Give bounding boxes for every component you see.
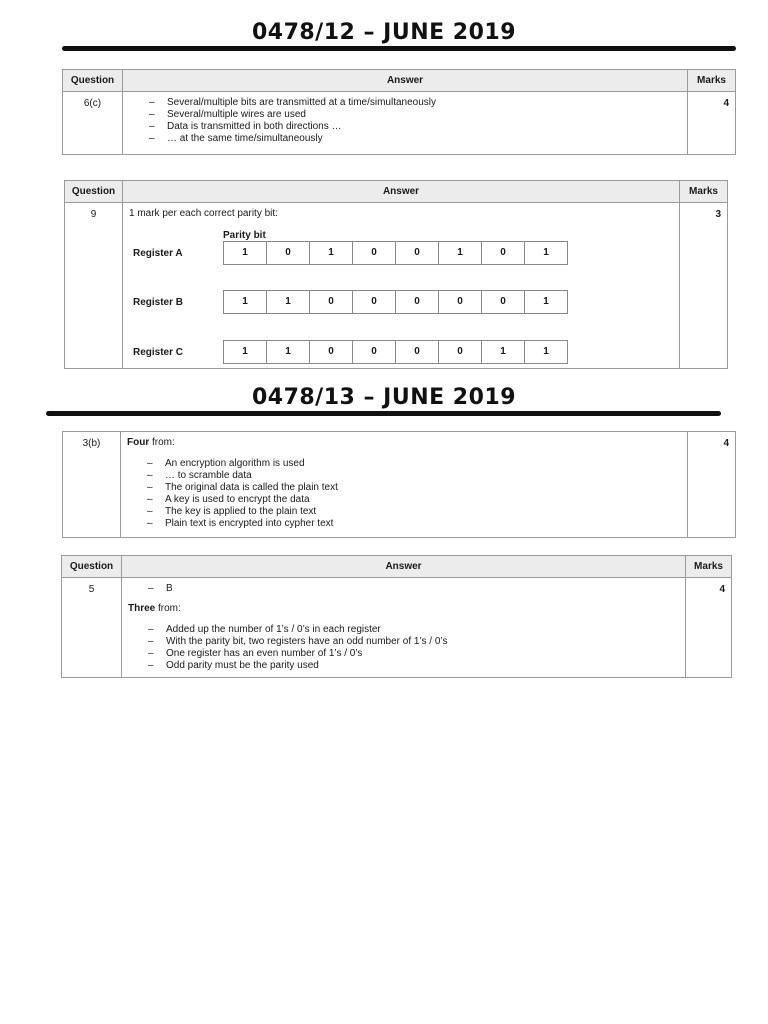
header-marks: Marks (686, 556, 732, 578)
header-answer: Answer (122, 556, 686, 578)
header-question: Question (65, 181, 123, 203)
answer-first (128, 583, 679, 595)
marks-value: 4 (688, 432, 736, 538)
header-marks: Marks (688, 70, 736, 92)
answer-item: – Plain text is encrypted into cypher text (147, 518, 681, 530)
header-answer: Answer (123, 70, 688, 92)
answer-item: – Several/multiple bits are transmitted at a time/simultaneously (149, 97, 681, 109)
bit-cell: 0 (353, 291, 396, 313)
marks-value: 4 (686, 578, 732, 678)
answer-lead (127, 437, 681, 448)
bit-cell: 0 (482, 291, 525, 313)
header-answer: Answer (123, 181, 680, 203)
bit-cell: 1 (224, 242, 267, 264)
register-b-bits (223, 290, 568, 314)
answer-item: – Several/multiple wires are used (149, 109, 681, 121)
bit-cell: 1 (543, 296, 549, 307)
question-number: 3(b) (63, 432, 121, 538)
answer-cell (123, 203, 680, 369)
register-label: Register B (133, 297, 184, 308)
bit-cell: 0 (482, 242, 525, 264)
answer-item: – One register has an even number of 1’s / 0’s (148, 648, 679, 660)
register-a-bits (223, 241, 568, 265)
answer-item: – B (148, 583, 679, 595)
lead-count: Four (127, 437, 150, 448)
answer-item: – … to scramble data (147, 470, 681, 482)
answer-cell (122, 578, 686, 678)
answer-item: – A key is used to encrypt the data (147, 494, 681, 506)
bit-cell: 1 (224, 291, 267, 313)
heading-rule (46, 411, 721, 416)
answer-item: – Data is transmitted in both directions … (149, 121, 681, 133)
question-number: 6(c) (63, 92, 123, 155)
bit-cell: 1 (224, 341, 267, 363)
section-heading: 0478/13 – JUNE 2019 (251, 385, 517, 410)
bit-cell: 0 (310, 341, 353, 363)
answer-item: – Added up the number of 1’s / 0’s in each register (148, 624, 679, 636)
bit-cell: 1 (482, 341, 525, 363)
mark-scheme-table-6c (62, 69, 736, 155)
question-number: 5 (62, 578, 122, 678)
section-heading: 0478/12 – JUNE 2019 (251, 20, 517, 45)
bit-cell: 0 (353, 341, 396, 363)
bit-cell: 0 (396, 242, 439, 264)
marks-value: 4 (688, 92, 736, 155)
register-label: Register C (133, 347, 184, 358)
bit-cell: 0 (353, 242, 396, 264)
bit-cell: 1 (543, 247, 549, 258)
answer-cell (121, 432, 688, 538)
bit-cell: 0 (396, 341, 439, 363)
bit-cell: 1 (543, 346, 549, 357)
answer-list (127, 458, 681, 530)
mark-scheme-table-5 (61, 555, 732, 678)
header-question: Question (63, 70, 123, 92)
header-question: Question (62, 556, 122, 578)
answer-lead (128, 603, 679, 614)
parity-bit-label: Parity bit (223, 230, 266, 241)
answer-item: – With the parity bit, two registers have an odd number of 1’s / 0’s (148, 636, 679, 648)
mark-scheme-table-9 (64, 180, 728, 369)
bit-cell: 0 (439, 341, 482, 363)
lead-rest: from: (155, 603, 181, 614)
bit-cell: 0 (267, 242, 310, 264)
bit-cell: 0 (396, 291, 439, 313)
register-c-bits (223, 340, 568, 364)
question-number: 9 (65, 203, 123, 369)
answer-item: – The key is applied to the plain text (147, 506, 681, 518)
bit-cell: 0 (310, 291, 353, 313)
bit-cell: 1 (267, 341, 310, 363)
answer-item: – An encryption algorithm is used (147, 458, 681, 470)
answer-list (128, 624, 679, 672)
bit-cell: 1 (439, 242, 482, 264)
register-label: Register A (133, 248, 183, 259)
answer-cell (123, 92, 688, 155)
heading-rule (62, 46, 736, 51)
answer-intro: 1 mark per each correct parity bit: (129, 208, 278, 219)
answer-list (129, 97, 681, 145)
answer-item: – The original data is called the plain text (147, 482, 681, 494)
lead-rest: from: (149, 437, 175, 448)
answer-item: – Odd parity must be the parity used (148, 660, 679, 672)
answer-item: – … at the same time/simultaneously (149, 133, 681, 145)
marks-value: 3 (680, 203, 728, 369)
header-marks: Marks (680, 181, 728, 203)
bit-cell: 1 (310, 242, 353, 264)
bit-cell: 1 (267, 291, 310, 313)
bit-cell: 0 (439, 291, 482, 313)
lead-count: Three (128, 603, 156, 614)
mark-scheme-table-3b (62, 431, 736, 538)
